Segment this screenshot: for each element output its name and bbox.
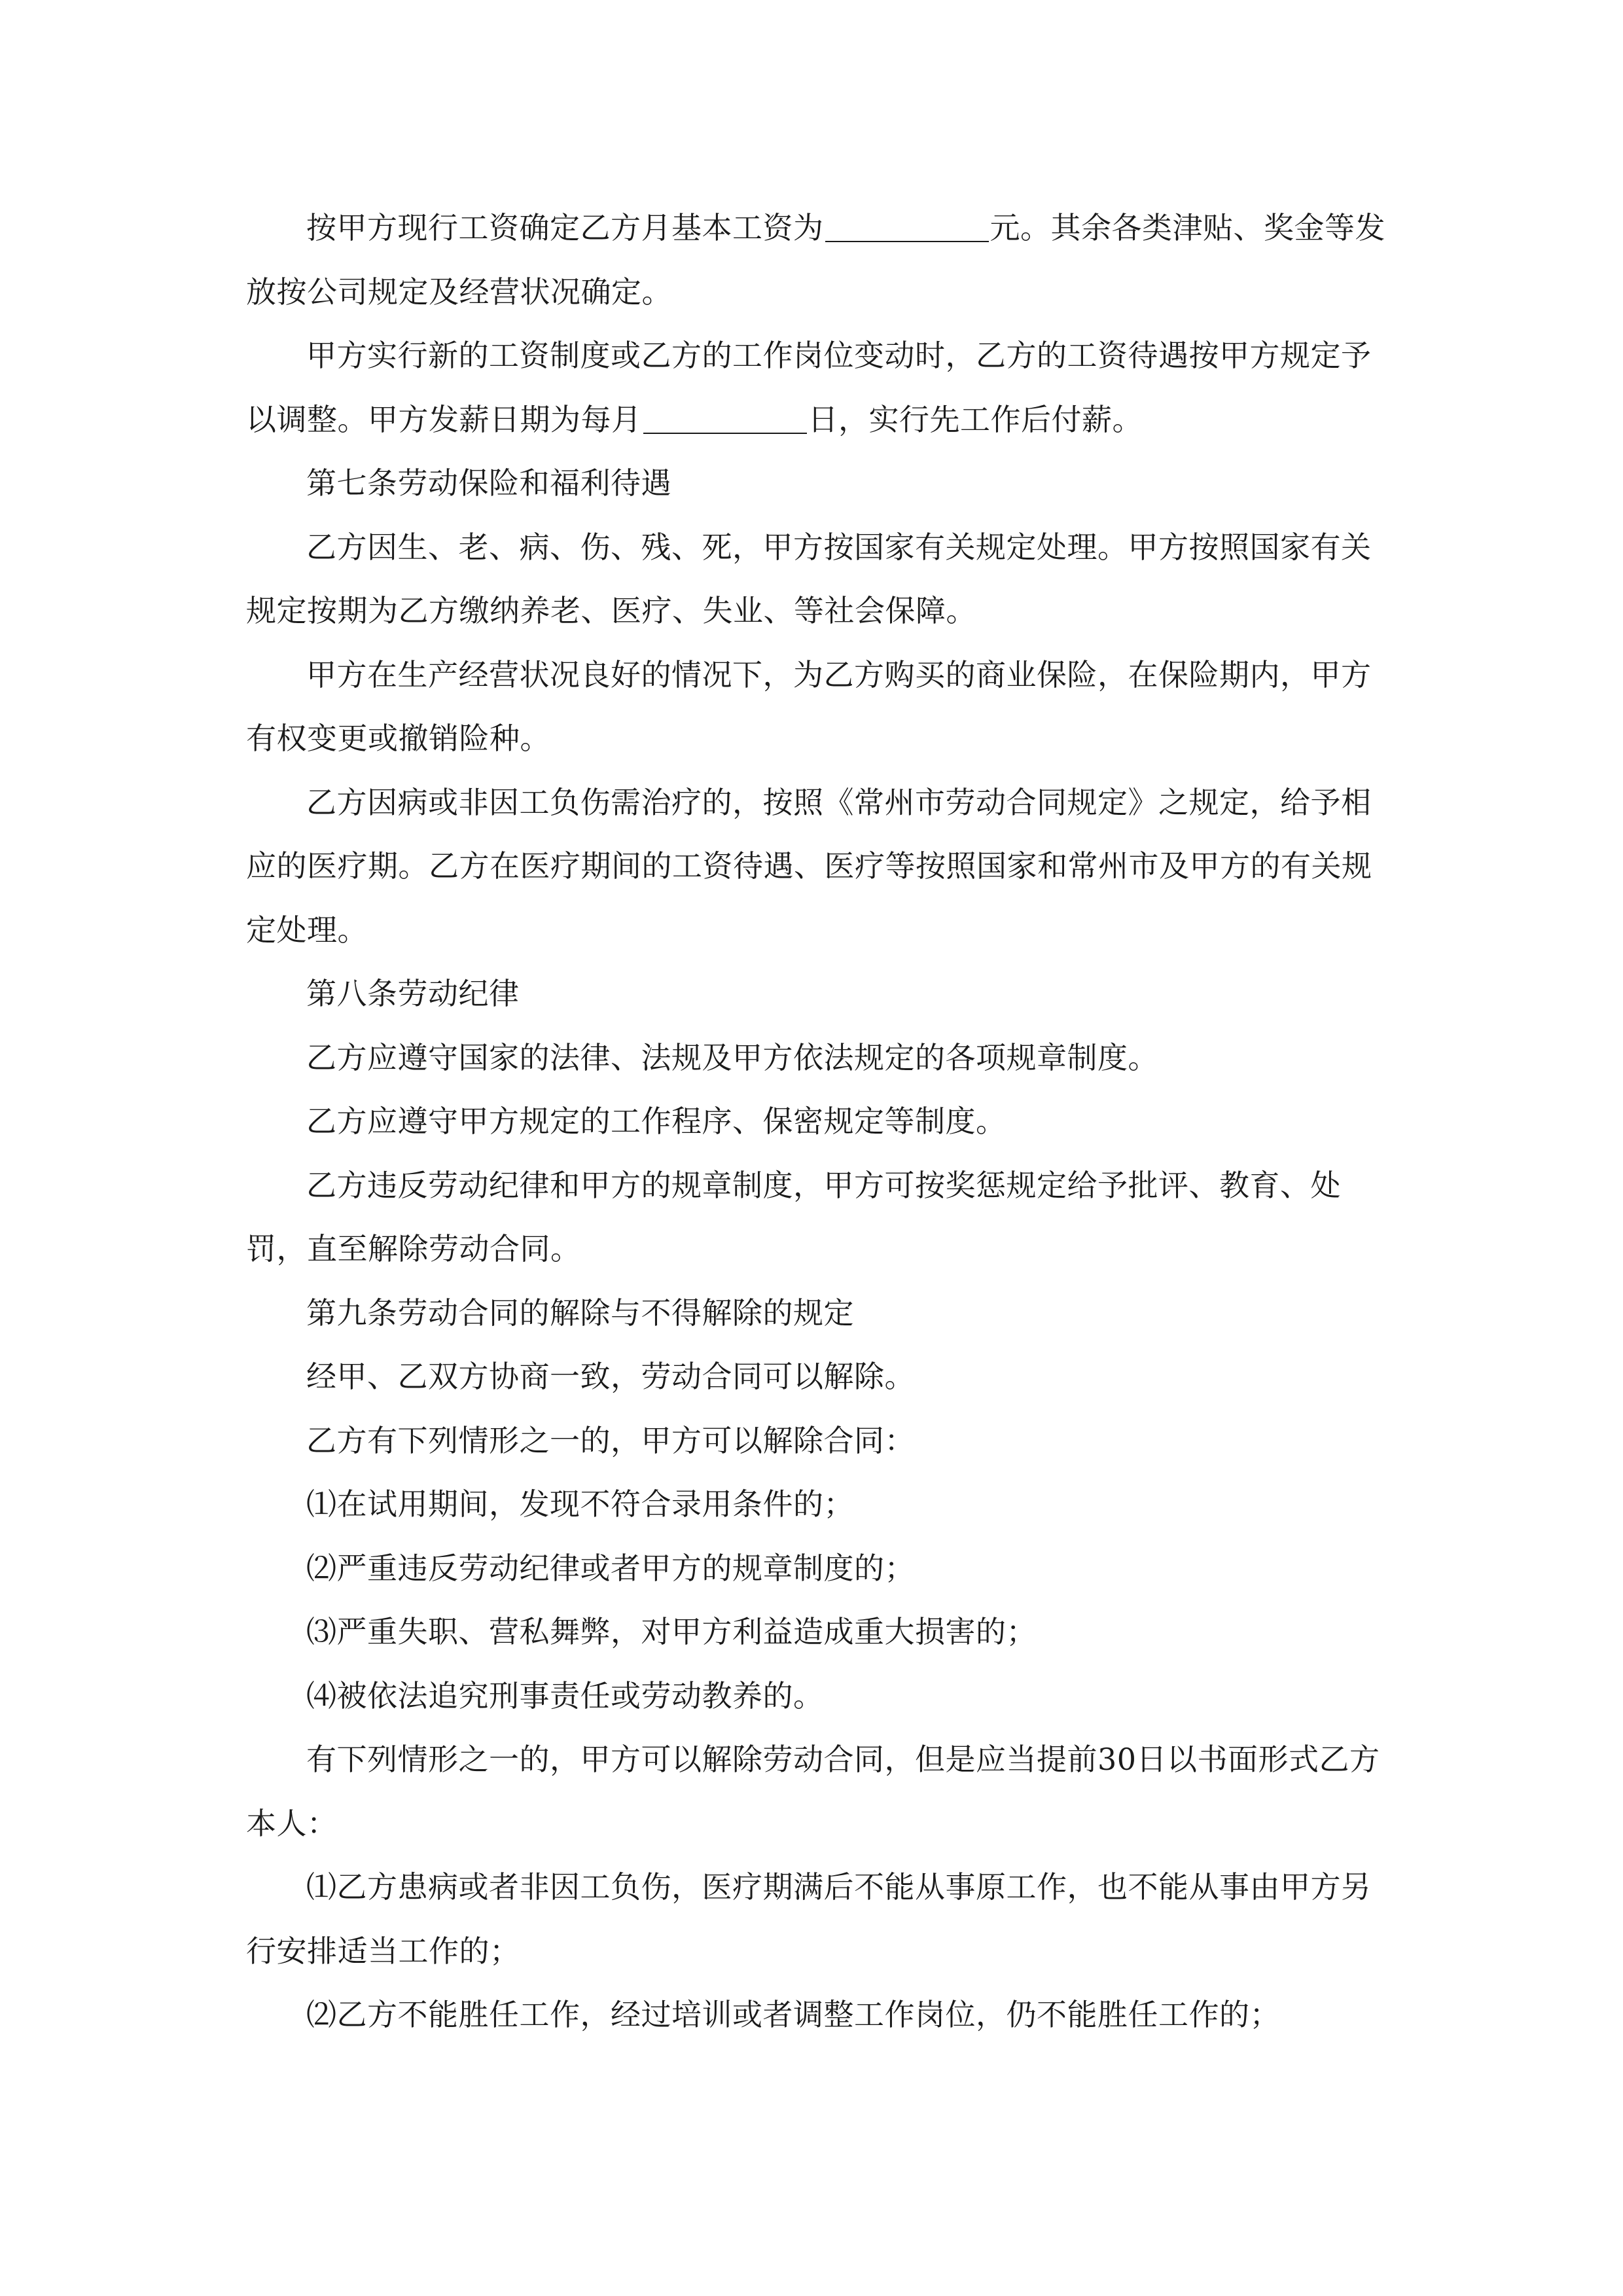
paragraph-obey-laws: 乙方应遵守国家的法律、法规及甲方依法规定的各项规章制度。 <box>306 1039 1158 1075</box>
document-body <box>246 196 1398 2047</box>
paragraph-text: 按甲方现行工资确定乙方月基本工资为 <box>306 210 824 245</box>
paragraph-social-insurance: 乙方因生、老、病、伤、残、死，甲方按国家有关规定处理。甲方按照国家有关规定按期为乙方缴纳养老、医疗、失业、等社会保障。 <box>246 529 1372 628</box>
paragraph-termination-conditions: 乙方有下列情形之一的，甲方可以解除合同： <box>306 1422 915 1458</box>
payday-blank <box>643 406 807 434</box>
paragraph-text: 日，实行先工作后付薪。 <box>808 401 1143 437</box>
paragraph-discipline-violation: 乙方违反劳动纪律和甲方的规章制度，甲方可按奖惩规定给予批评、教育、处罚，直至解除劳动合同。 <box>246 1167 1341 1266</box>
paragraph-obey-procedures: 乙方应遵守甲方规定的工作程序、保密规定等制度。 <box>306 1103 1007 1139</box>
paragraph-mutual-termination: 经甲、乙双方协商一致，劳动合同可以解除。 <box>306 1359 915 1394</box>
paragraph-commercial-insurance: 甲方在生产经营状况良好的情况下，为乙方购买的商业保险，在保险期内，甲方有权变更或撤销险种。 <box>246 656 1372 756</box>
article-8-heading: 第八条劳动纪律 <box>306 976 520 1011</box>
list-item: ⑴乙方患病或者非因工负伤，医疗期满后不能从事原工作，也不能从事由甲方另行安排适当工作的； <box>246 1869 1372 1969</box>
paragraph-text: 元。其余各类津贴、奖金等发放按公司规定及经营状况确定。 <box>246 210 1385 310</box>
list-item: ⑶严重失职、营私舞弊，对甲方利益造成重大损害的； <box>306 1614 1037 1649</box>
list-item: ⑷被依法追究刑事责任或劳动教养的。 <box>306 1677 824 1713</box>
list-item: ⑵乙方不能胜任工作，经过培训或者调整工作岗位，仍不能胜任工作的； <box>306 1997 1280 2032</box>
list-item: ⑴在试用期间，发现不符合录用条件的； <box>306 1486 854 1522</box>
article-9-heading: 第九条劳动合同的解除与不得解除的规定 <box>306 1295 854 1331</box>
salary-amount-blank <box>825 215 989 242</box>
paragraph-salary-adjustment <box>246 324 1398 452</box>
paragraph-medical-period: 乙方因病或非因工负伤需治疗的，按照《常州市劳动合同规定》之规定，给予相应的医疗期。乙方在医疗期间的工资待遇、医疗等按照国家和常州市及甲方的有关规定处理。 <box>246 784 1372 948</box>
list-item: ⑵严重违反劳动纪律或者甲方的规章制度的； <box>306 1550 915 1586</box>
paragraph-notice-termination: 有下列情形之一的，甲方可以解除劳动合同，但是应当提前30日以书面形式乙方本人： <box>246 1742 1380 1841</box>
article-7-heading: 第七条劳动保险和福利待遇 <box>306 465 671 501</box>
paragraph-base-salary <box>246 196 1398 324</box>
paragraph-text: 甲方实行新的工资制度或乙方的工作岗位变动时，乙方的工资待遇按甲方规定予以调整。甲方发薪日期为每月 <box>246 338 1372 437</box>
